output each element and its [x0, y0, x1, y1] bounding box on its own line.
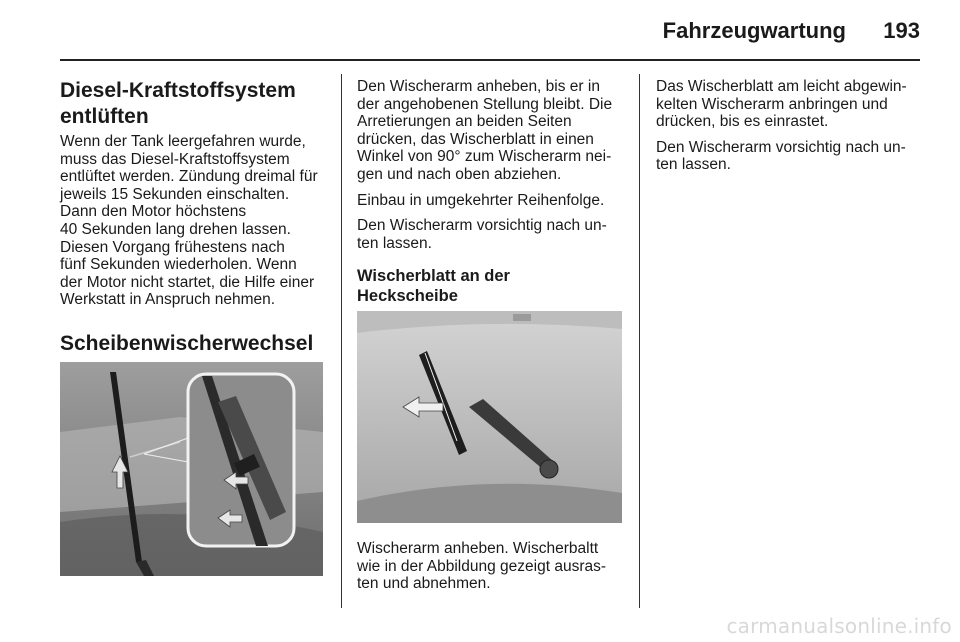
- paragraph-lower-arm-rear: Den Wischerarm vorsichtig nach un- ten lassen.: [656, 138, 906, 174]
- windscreen-wiper-illustration: [60, 362, 323, 576]
- paragraph-reverse-order: Einbau in umgekehrter Reihenfolge.: [357, 191, 605, 209]
- column-divider-1: [341, 74, 342, 608]
- paragraph-diesel-bleeding: Wenn der Tank leergefahren wurde, muss das Diesel-Kraftstoffsystem entlüftet werden. Zündung dreimal für jeweils 15 Sekunden einschalten. Dann den Motor höchstens 40 Sekunden lang drehen lassen. Diesen Vorgang frühestens nach fünf Sekunden wiederholen. Wenn der Motor nicht startet, die Hilfe einer Werkstatt in Anspruch nehmen.: [60, 133, 318, 309]
- section-heading-diesel: Diesel-Kraftstoffsystem entlüften: [60, 79, 296, 128]
- paragraph-remove-blade: Den Wischerarm anheben, bis er in der angehobenen Stellung bleibt. Die Arretierungen an beiden Seiten drücken, das Wischerblatt in einen Winkel von 90° zum Wischerarm nei- gen und nach oben abziehen.: [357, 78, 613, 183]
- running-header-title: Fahrzeugwartung: [662, 18, 846, 43]
- watermark: carmanualsonline.info: [726, 614, 952, 638]
- column-2: [357, 78, 632, 306]
- paragraph-lower-arm: Den Wischerarm vorsichtig nach un- ten lassen.: [357, 217, 607, 252]
- column-3: [656, 78, 926, 174]
- column-divider-2: [639, 74, 640, 608]
- paragraph-attach-blade: Das Wischerblatt am leicht abgewin- kelten Wischerarm anbringen und drücken, bis es einrastet.: [656, 78, 907, 131]
- subheading-rear-window-wiper: Wischerblatt an der Heckscheibe: [357, 267, 510, 306]
- rear-wiper-caption: Wischerarm anheben. Wischerbaltt wie in der Abbildung gezeigt ausras- ten und abnehmen.: [357, 540, 607, 593]
- header-rule: [60, 59, 920, 61]
- rear-wiper-illustration: [357, 311, 622, 523]
- section-heading-wiper-change: Scheibenwischerwechsel: [60, 331, 314, 355]
- column-1: [60, 78, 335, 357]
- page-number: 193: [883, 18, 920, 43]
